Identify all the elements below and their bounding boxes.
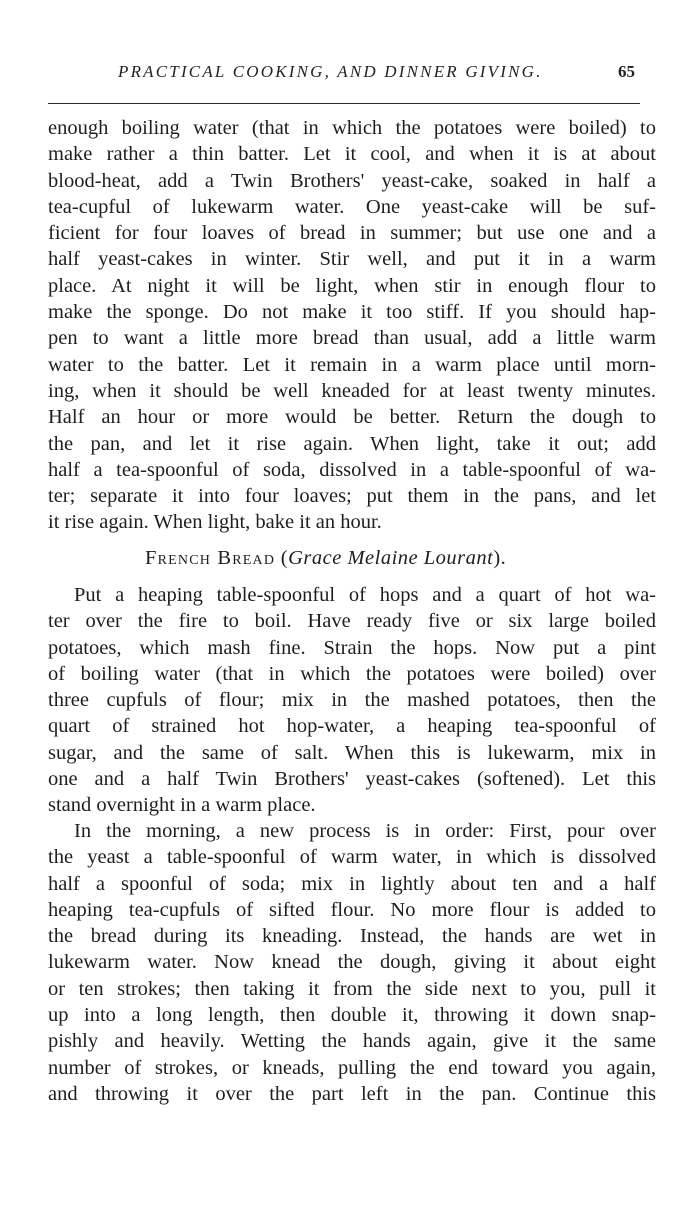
text-line: up into a long length, then double it, throwing it down snap- bbox=[48, 1004, 656, 1027]
paragraph-french-bread-2 bbox=[48, 818, 656, 1107]
text-line: make the sponge. Do not make it too stiff. If you should hap- bbox=[48, 301, 656, 324]
text-line: one and a half Twin Brothers' yeast-cakes (softened). Let this bbox=[48, 768, 656, 791]
text-line: pen to want a little more bread than usual, add a little warm bbox=[48, 327, 656, 350]
text-line: half yeast-cakes in winter. Stir well, and put it in a warm bbox=[48, 248, 656, 271]
recipe-attribution: Grace Melaine Lourant bbox=[288, 547, 494, 569]
text-line: and throwing it over the part left in the pan. Continue this bbox=[48, 1082, 656, 1105]
text-line: make rather a thin batter. Let it cool, and when it is at about bbox=[48, 143, 656, 166]
text-line: the yeast a table-spoonful of warm water, in which is dissolved bbox=[48, 846, 656, 869]
text-line: ficient for four loaves of bread in summer; but use one and a bbox=[48, 222, 656, 245]
text-line: heaping tea-cupfuls of sifted flour. No more flour is added to bbox=[48, 898, 656, 921]
page-number: 65 bbox=[618, 62, 635, 81]
text-line: or ten strokes; then taking it from the side next to you, pull it bbox=[48, 977, 656, 1000]
header-rule bbox=[48, 103, 640, 104]
text-line: blood-heat, add a Twin Brothers' yeast-cake, soaked in half a bbox=[48, 169, 656, 192]
text-line: enough boiling water (that in which the potatoes were boiled) to bbox=[48, 117, 656, 139]
paragraph-french-bread-1 bbox=[48, 582, 656, 819]
text-line: water to the batter. Let it remain in a warm place until morn- bbox=[48, 353, 656, 376]
text-line: Half an hour or more would be better. Return the dough to bbox=[48, 406, 656, 429]
text-line: of boiling water (that in which the potatoes were boiled) over bbox=[48, 662, 656, 685]
text-line: the pan, and let it rise again. When light, take it out; add bbox=[48, 432, 656, 455]
text-line: ter; separate it into four loaves; put them in the pans, and let bbox=[48, 485, 656, 508]
text-line: ter over the fire to boil. Have ready five or six large boiled bbox=[48, 610, 656, 633]
text-line: half a spoonful of soda; mix in lightly about ten and a half bbox=[48, 872, 656, 895]
text-line: potatoes, which mash fine. Strain the hops. Now put a pint bbox=[48, 636, 656, 659]
text-line: stand overnight in a warm place. bbox=[48, 794, 316, 817]
text-line: tea-cupful of lukewarm water. One yeast-cake will be suf- bbox=[48, 195, 656, 218]
text-line: quart of strained hot hop-water, a heaping tea-spoonful of bbox=[48, 715, 656, 738]
running-title: PRACTICAL COOKING, AND DINNER GIVING. bbox=[118, 62, 543, 81]
text-line: half a tea-spoonful of soda, dissolved in a table-spoonful of wa- bbox=[48, 458, 656, 481]
text-line: sugar, and the same of salt. When this is lukewarm, mix in bbox=[48, 741, 656, 764]
text-line: it rise again. When light, bake it an hour. bbox=[48, 511, 382, 534]
text-line: the bread during its kneading. Instead, the hands are wet in bbox=[48, 925, 656, 948]
text-line: lukewarm water. Now knead the dough, giving it about eight bbox=[48, 951, 656, 974]
paragraph-bread-continued bbox=[48, 115, 656, 536]
text-line: Put a heaping table-spoonful of hops and a quart of hot wa- bbox=[74, 584, 656, 606]
recipe-title: French Bread bbox=[145, 547, 276, 569]
text-line: three cupfuls of flour; mix in the mashed potatoes, then the bbox=[48, 689, 656, 712]
text-line: place. At night it will be light, when stir in enough flour to bbox=[48, 274, 656, 297]
text-line: ing, when it should be well kneaded for at least twenty minutes. bbox=[48, 379, 656, 402]
text-line: pishly and heavily. Wetting the hands again, give it the same bbox=[48, 1030, 656, 1053]
recipe-heading: French Bread (Grace Melaine Lourant). bbox=[145, 547, 507, 569]
text-line: number of strokes, or kneads, pulling the end toward you again, bbox=[48, 1056, 656, 1079]
text-line: In the morning, a new process is in order: First, pour over bbox=[74, 820, 656, 842]
